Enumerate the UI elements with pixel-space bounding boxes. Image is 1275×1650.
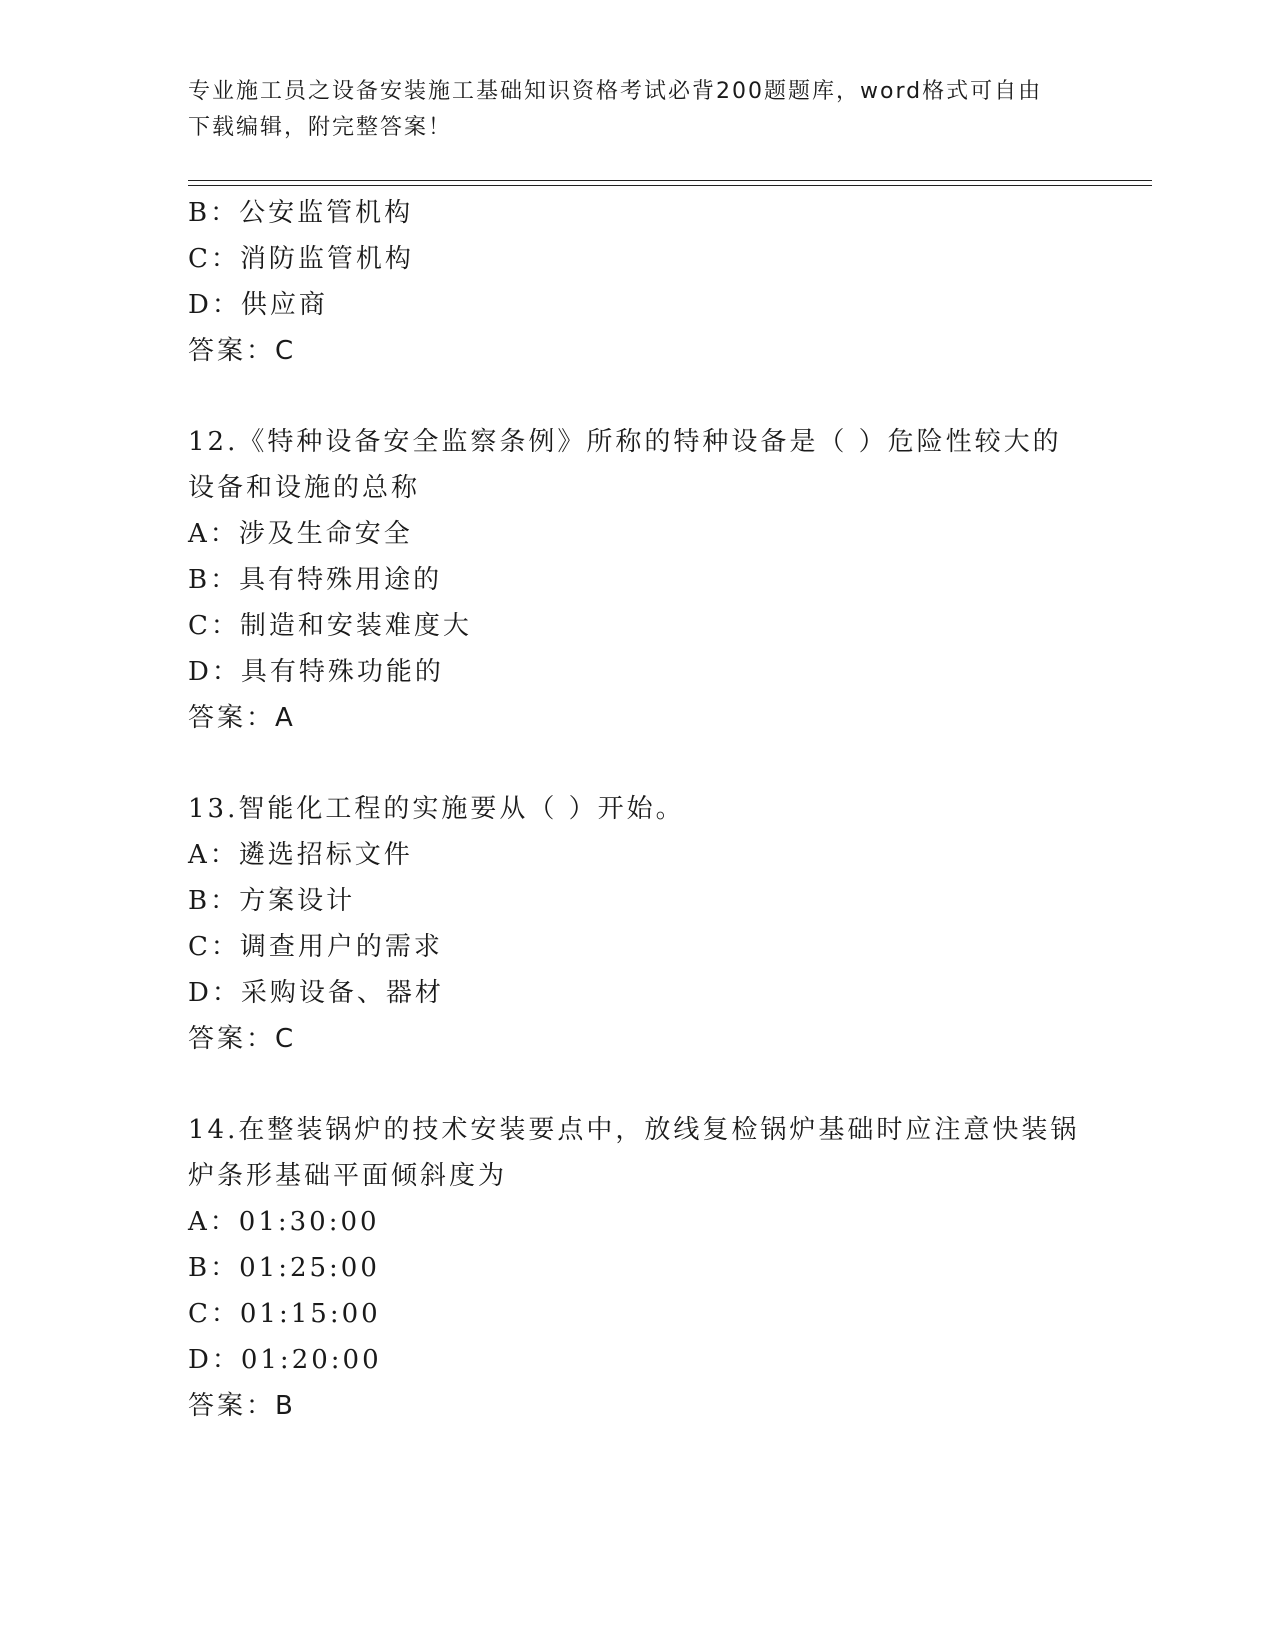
answer-line: 答案：B xyxy=(188,1391,296,1421)
option-c: C：制造和安装难度大 xyxy=(188,611,472,641)
option-b: B：方案设计 xyxy=(188,886,356,916)
header-title-line-1: 专业施工员之设备安装施工基础知识资格考试必背200题题库，word格式可自由 xyxy=(188,79,1043,104)
question-list xyxy=(188,190,1088,1429)
question-text: 13.智能化工程的实施要从（ ）开始。 xyxy=(188,794,685,824)
option-b: B：公安监管机构 xyxy=(188,198,414,228)
header-divider-bottom xyxy=(188,185,1152,186)
question-text-cont: 炉条形基础平面倾斜度为 xyxy=(188,1161,508,1191)
option-a: A：01:30:00 xyxy=(188,1207,380,1237)
question-block-continued xyxy=(188,190,1088,374)
answer-line: 答案：C xyxy=(188,336,297,366)
question-block-14 xyxy=(188,1107,1088,1429)
question-block-12 xyxy=(188,419,1088,741)
question-text-cont: 设备和设施的总称 xyxy=(188,473,421,503)
option-c: C：调查用户的需求 xyxy=(188,932,443,962)
question-text: 14.在整装锅炉的技术安装要点中，放线复检锅炉基础时应注意快装锅 xyxy=(188,1115,1080,1145)
option-c: C：消防监管机构 xyxy=(188,244,414,274)
question-block-13 xyxy=(188,786,1088,1062)
document-header xyxy=(188,74,1088,146)
option-d: D：01:20:00 xyxy=(188,1345,382,1375)
option-b: B：01:25:00 xyxy=(188,1253,380,1283)
option-b: B：具有特殊用途的 xyxy=(188,565,443,595)
question-text: 12.《特种设备安全监察条例》所称的特种设备是（ ）危险性较大的 xyxy=(188,427,1062,457)
option-d: D：供应商 xyxy=(188,290,328,320)
option-c: C：01:15:00 xyxy=(188,1299,381,1329)
option-d: D：采购设备、器材 xyxy=(188,978,444,1008)
option-d: D：具有特殊功能的 xyxy=(188,657,444,687)
header-divider-top xyxy=(188,180,1152,181)
answer-line: 答案：C xyxy=(188,1024,297,1054)
header-title-line-2: 下载编辑，附完整答案！ xyxy=(188,115,453,140)
option-a: A：涉及生命安全 xyxy=(188,519,413,549)
option-a: A：遴选招标文件 xyxy=(188,840,413,870)
answer-line: 答案：A xyxy=(188,703,296,733)
